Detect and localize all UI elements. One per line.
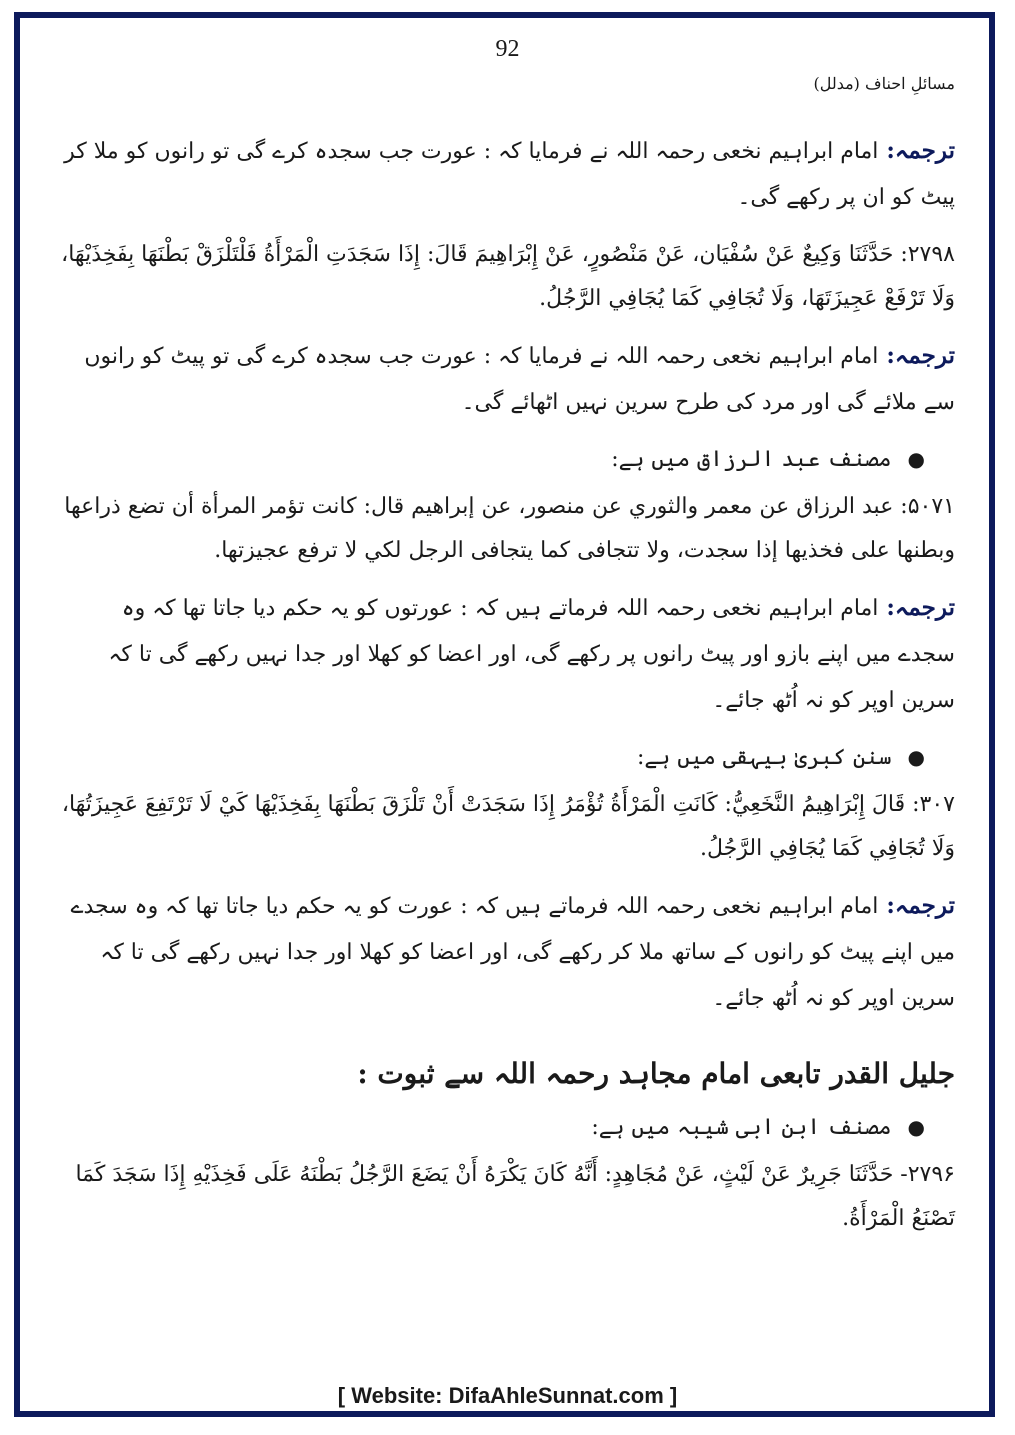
source-title: مصنف ابن ابی شیبہ میں ہے: (591, 1115, 892, 1140)
source-title: مصنف عبد الرزاق میں ہے: (611, 447, 892, 472)
translation-label: ترجمہ: (886, 137, 955, 164)
website-footer: [ Website: DifaAhleSunnat.com ] (337, 1383, 678, 1408)
page-number: 92 (495, 36, 520, 62)
section-heading: جلیل القدر تابعی امام مجاہد رحمہ اللہ سے ثبوت : (357, 1057, 955, 1090)
bullet-dot-icon: ● (907, 447, 925, 471)
hadith-paragraph: ۲۷۹۸: حَدَّثَنَا وَكِيعٌ عَنْ سُفْيَان، عَنْ مَنْصُورٍ، عَنْ إِبْرَاهِيمَ قَالَ: إِذَا سَجَدَتِ الْمَرْأَةُ فَلْتَلْزَقْ بَطْنَهَا بِفَخِذَيْهَا، وَلَا تَرْفَعْ عَجِيزَتَهَا، وَلَا تُجَافِي كَمَا يُجَافِي الرَّجُلُ. (61, 242, 955, 311)
translation-paragraph (58, 883, 955, 1022)
hadith-paragraph: ۳۰۷: قَالَ إِبْرَاهِيمُ النَّخَعِيُّ: كَانَتِ الْمَرْأَةُ تُؤْمَرُ إِذَا سَجَدَتْ أَنْ تَلْزَقَ بَطْنَهَا بِفَخِذَيْهَا كَيْ لَا تَرْتَفِعَ عَجِيزَتُهَا، وَلَا تُجَافِي كَمَا يُجَافِي الرَّجُلُ. (61, 792, 955, 861)
translation-text: امام ابراہیم نخعی رحمہ اللہ فرماتے ہیں کہ : عورت کو یہ حکم دیا جاتا تھا کہ وہ سجدے میں اپنے پیٹ کو رانوں کے ساتھ ملا کر رکھے گی، اور اعضا کو کھلا اور جدا نہیں رکھے گی تا کہ سرین اوپر کو نہ اُٹھ جائے۔ (70, 894, 955, 1011)
source-bullet (58, 1106, 925, 1149)
running-header: مسائلِ احناف (مدلل) (813, 74, 955, 93)
translation-text: امام ابراہیم نخعی رحمہ اللہ نے فرمایا کہ : عورت جب سجدہ کرے گی تو پیٹ کو رانوں سے ملائے گی اور مرد کی طرح سرین نہیں اٹھائے گی۔ (84, 344, 955, 415)
translation-paragraph (58, 128, 955, 221)
bullet-dot-icon: ● (907, 745, 925, 769)
hadith-paragraph: ۲۷۹۶- حَدَّثَنَا جَرِيرٌ عَنْ لَيْثٍ، عَنْ مُجَاهِدٍ: أَنَّهُ كَانَ يَكْرَهُ أَنْ يَضَعَ الرَّجُلُ بَطْنَهُ عَلَى فَخِذَيْهِ إِذَا سَجَدَ كَمَا تَصْنَعُ الْمَرْأَةُ. (75, 1162, 955, 1231)
translation-text: امام ابراہیم نخعی رحمہ اللہ نے فرمایا کہ : عورت جب سجدہ کرے گی تو رانوں کو ملا کر پیٹ کو ان پر رکھے گی۔ (64, 139, 955, 210)
bullet-dot-icon: ● (907, 1115, 925, 1139)
source-bullet (58, 736, 925, 779)
translation-text: امام ابراہیم نخعی رحمہ اللہ فرماتے ہیں کہ : عورتوں کو یہ حکم دیا جاتا تھا کہ وہ سجدے میں اپنے بازو اور پیٹ رانوں پر رکھے گی، اور اعضا کو کھلا اور جدا نہیں رکھے گی تا کہ سرین اوپر کو نہ اُٹھ جائے۔ (108, 596, 955, 713)
translation-label: ترجمہ: (886, 342, 955, 369)
source-bullet (58, 438, 925, 481)
translation-paragraph (58, 333, 955, 426)
translation-label: ترجمہ: (886, 892, 955, 919)
page-content (58, 128, 955, 1253)
translation-label: ترجمہ: (886, 594, 955, 621)
hadith-paragraph: ۵۰۷۱: عبد الرزاق عن معمر والثوري عن منصور، عن إبراهيم قال: كانت تؤمر المرأة أن تضع ذراعها وبطنها على فخذيها إذا سجدت، ولا تتجافى كما يتجافى الرجل لكي لا ترفع عجيزتها. (64, 494, 955, 563)
translation-paragraph (58, 585, 955, 724)
source-title: سنن کبریٰ بیہقی میں ہے: (637, 745, 892, 770)
